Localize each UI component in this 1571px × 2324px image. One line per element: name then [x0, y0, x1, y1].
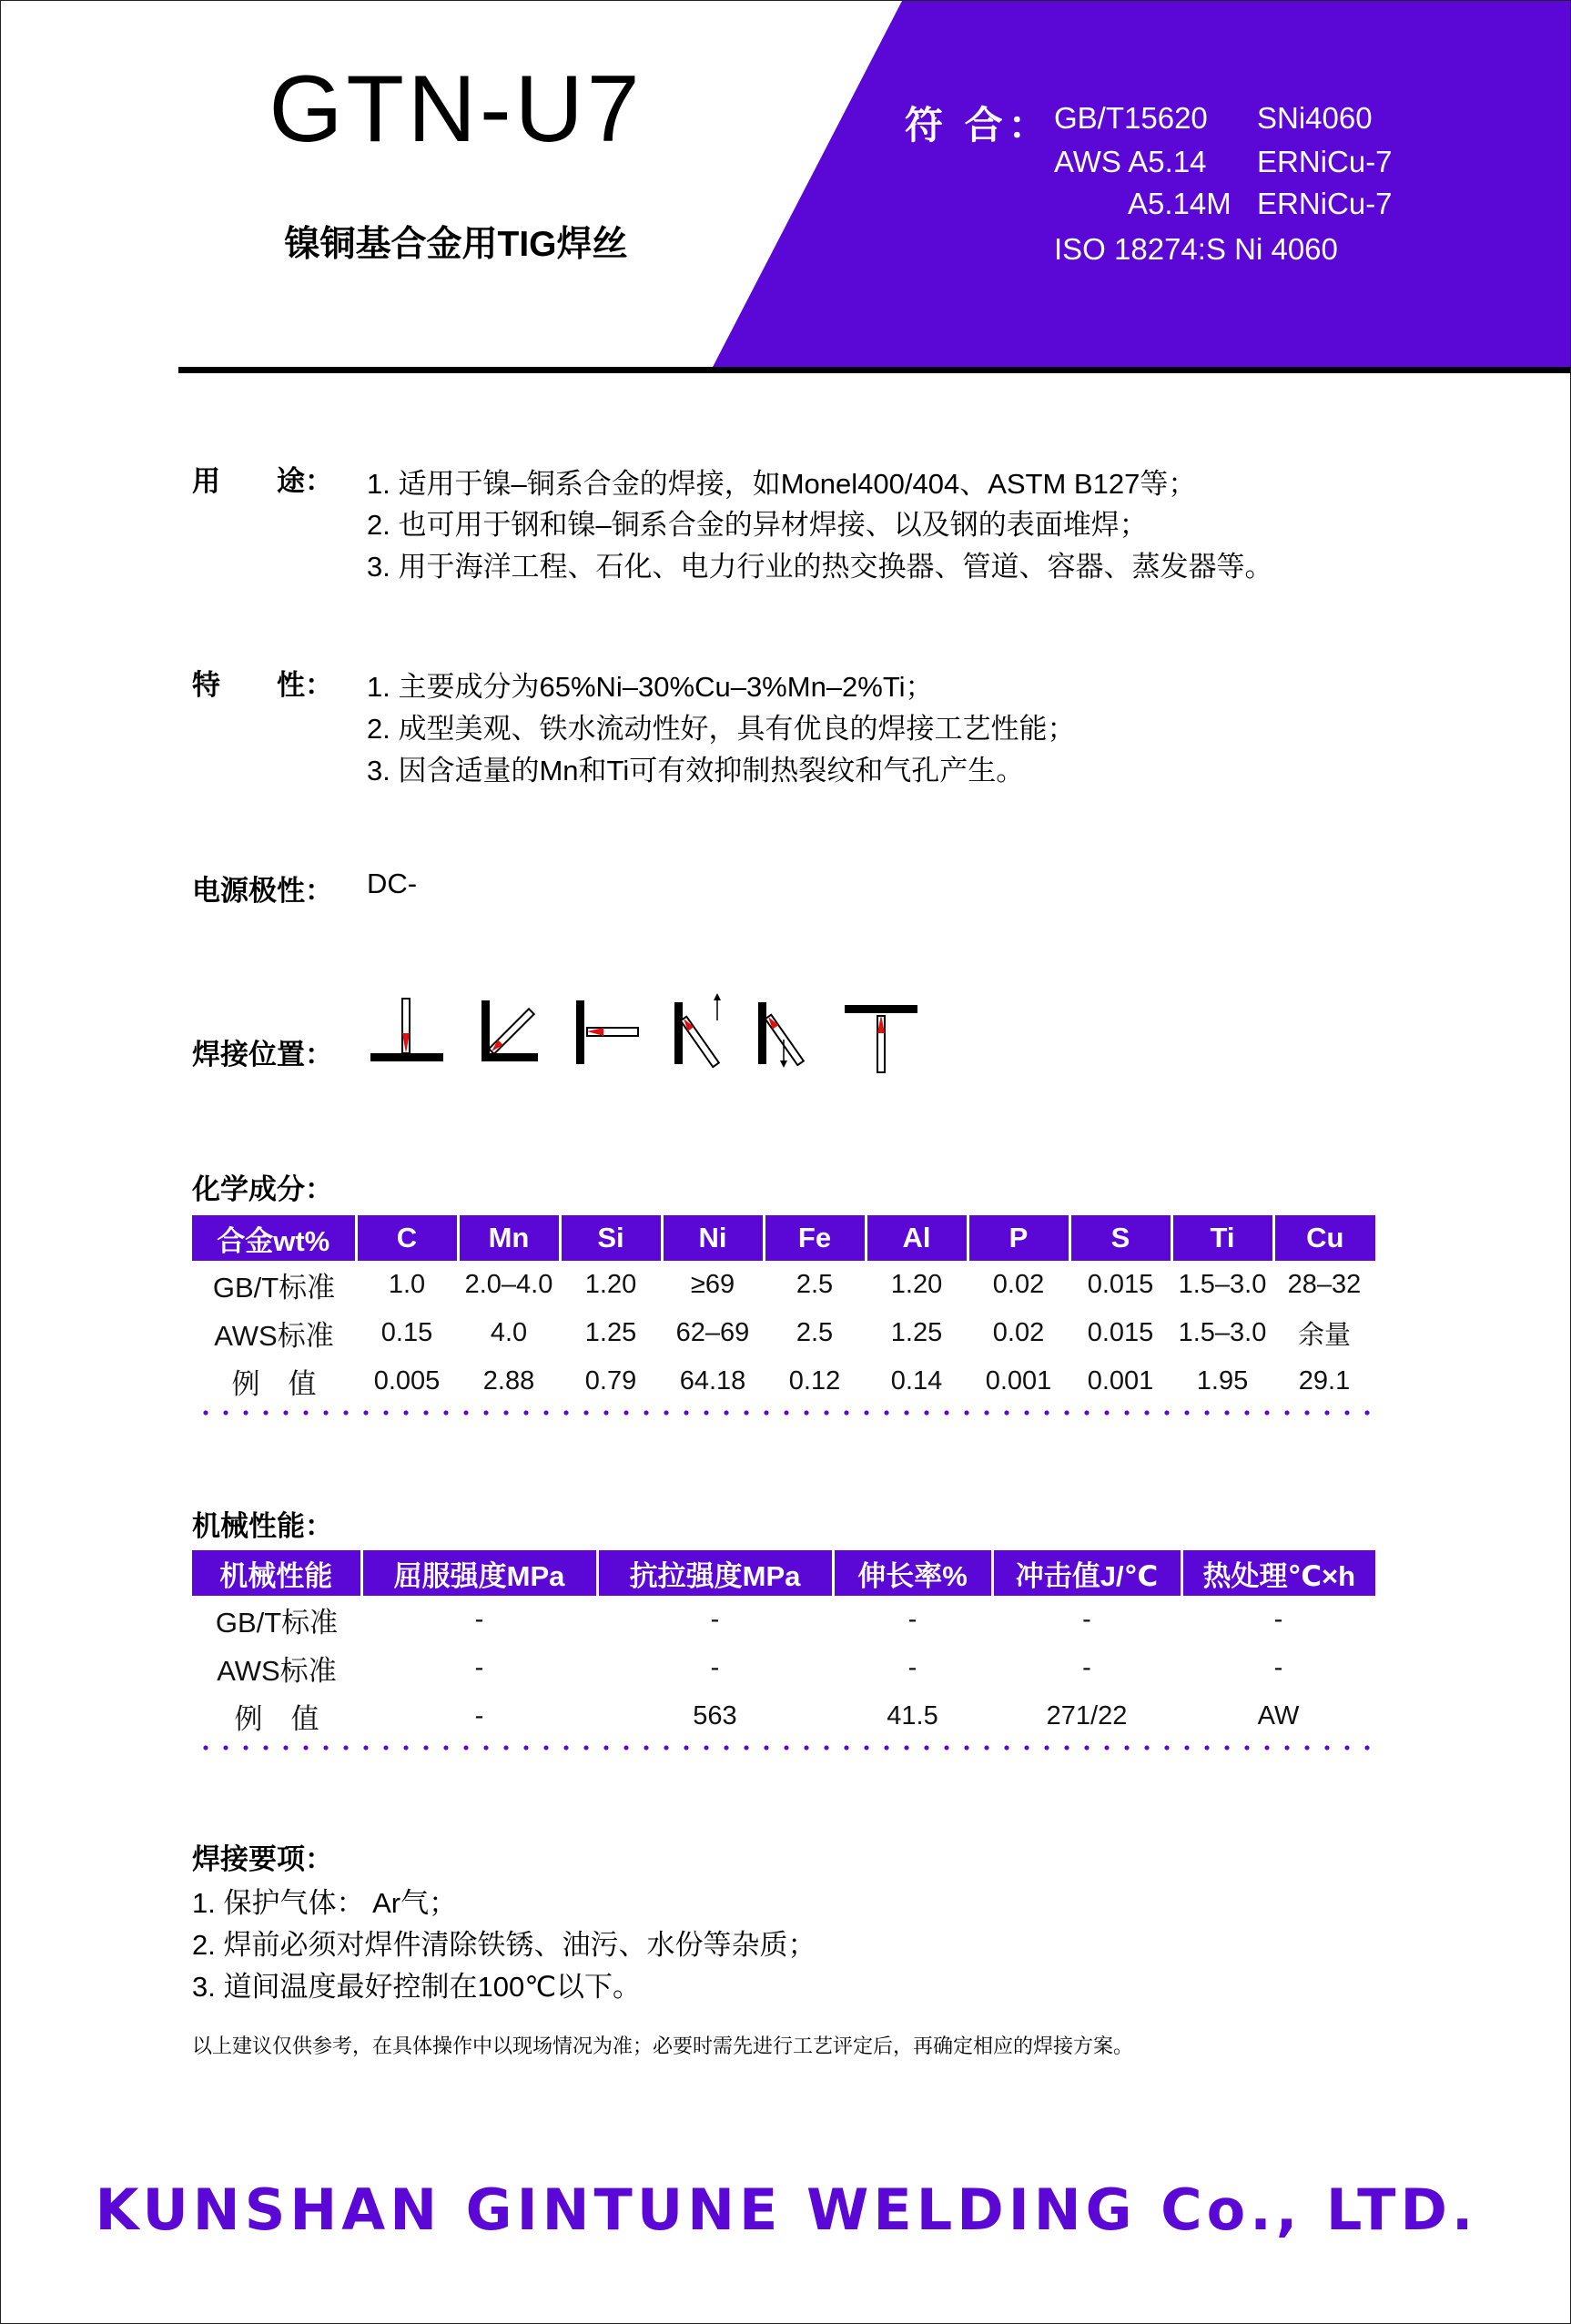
row-label: GB/T标准: [215, 1607, 339, 1639]
welding-position-icons: [365, 989, 929, 1090]
table-cell: -: [1082, 1653, 1091, 1682]
vertical-down-icon: [758, 1002, 804, 1068]
table-cell: 28–32: [1287, 1270, 1362, 1299]
chemistry-table: [192, 1215, 1375, 1406]
row-label: AWS标准: [214, 1320, 334, 1352]
table-cell: -: [474, 1653, 484, 1682]
table-cell: 1.5–3.0: [1178, 1270, 1267, 1299]
table-cell: 0.001: [1087, 1366, 1154, 1395]
table-cell: 1.5–3.0: [1178, 1318, 1267, 1347]
vertical-up-icon: [674, 993, 721, 1067]
col-header-ni: Ni: [662, 1215, 764, 1261]
mechanical-title: 机械性能：: [192, 1510, 333, 1542]
usage-line: 3. 用于海洋工程、石化、电力行业的热交换器、管道、容器、蒸发器等。: [367, 551, 1273, 583]
table-cell: 0.005: [373, 1366, 441, 1395]
table-cell: -: [1082, 1605, 1091, 1634]
col-header-ti: Ti: [1171, 1215, 1273, 1261]
table-cell: 2.5: [796, 1270, 834, 1299]
table-cell: 2.5: [796, 1318, 834, 1347]
disclaimer: 以上建议仅供参考，在具体操作中以现场情况为准；必要时需先进行工艺评定后，再确定相应的焊接方案。: [192, 2035, 1134, 2057]
table-cell: 64.18: [679, 1366, 746, 1395]
polarity-value: DC-: [367, 868, 418, 899]
mechanical-header-row: [192, 1550, 1375, 1596]
chemistry-dotted-rule: [196, 1410, 1370, 1416]
col-header-al: Al: [866, 1215, 968, 1261]
standard-gb: GB/T15620: [1054, 101, 1208, 135]
table-cell: 2.88: [482, 1366, 535, 1395]
mechanical-table: [192, 1550, 1375, 1740]
table-cell: 1.20: [890, 1270, 943, 1299]
table-cell: 0.79: [584, 1366, 637, 1395]
col-header-heat-treatment: 热处理℃×h: [1181, 1550, 1375, 1596]
table-cell: 41.5: [887, 1701, 938, 1730]
usage-line: 2. 也可用于钢和镍–铜系合金的异材焊接、以及钢的表面堆焊；: [367, 509, 1148, 541]
standard-aws: AWS A5.14: [1054, 145, 1207, 178]
header-rule: [178, 367, 1571, 373]
table-cell: -: [474, 1701, 484, 1730]
table-cell: 0.02: [992, 1270, 1045, 1299]
table-cell: 1.95: [1196, 1366, 1249, 1395]
grade-aws-m: ERNiCu-7: [1257, 187, 1393, 220]
features-label: 特 性：: [192, 669, 333, 701]
col-header-c: C: [356, 1215, 458, 1261]
table-cell: 1.25: [890, 1318, 943, 1347]
table-row: [192, 1309, 1375, 1357]
usage-label: 用 途：: [192, 465, 333, 497]
chemistry-header-row: [192, 1215, 1375, 1261]
table-cell: -: [1273, 1605, 1283, 1634]
chemistry-title: 化学成分：: [192, 1173, 333, 1205]
table-row: [192, 1357, 1375, 1406]
col-header-si: Si: [560, 1215, 662, 1261]
table-cell: 0.15: [380, 1318, 433, 1347]
col-header-s: S: [1069, 1215, 1171, 1261]
product-code: GTN-U7: [269, 56, 644, 162]
feature-line: 3. 因含适量的Mn和Ti可有效抑制热裂纹和气孔产生。: [367, 755, 1025, 787]
table-cell: 29.1: [1298, 1366, 1351, 1395]
feature-line: 1. 主要成分为65%Ni–30%Cu–3%Mn–2%Ti；: [367, 671, 934, 703]
col-header-fe: Fe: [764, 1215, 866, 1261]
welding-note-line: 1. 保护气体： Ar气；: [192, 1887, 458, 1919]
product-subtitle: 镍铜基合金用TIG焊丝: [284, 225, 628, 264]
table-row: [192, 1261, 1375, 1309]
col-header-elongation: 伸长率%: [833, 1550, 992, 1596]
table-cell: 0.001: [985, 1366, 1052, 1395]
col-header-yield: 屈服强度MPa: [361, 1550, 597, 1596]
table-cell: -: [710, 1653, 720, 1682]
table-cell: AW: [1257, 1701, 1300, 1730]
table-cell: -: [1273, 1653, 1283, 1682]
table-cell: 0.14: [890, 1366, 943, 1395]
table-cell: -: [907, 1605, 917, 1634]
banner-purple-wedge: [711, 1, 1571, 370]
overhead-icon: [845, 1005, 917, 1072]
table-cell: -: [710, 1605, 720, 1634]
table-cell: 0.015: [1087, 1318, 1154, 1347]
table-cell: 62–69: [675, 1318, 750, 1347]
horizontal-butt-icon: [576, 1000, 638, 1064]
table-row: [192, 1644, 1375, 1692]
welding-notes-title: 焊接要项：: [192, 1843, 333, 1875]
col-header-cu: Cu: [1273, 1215, 1375, 1261]
row-label: 例 值: [231, 1368, 317, 1400]
table-cell: 1.25: [584, 1318, 637, 1347]
table-cell: 余量: [1297, 1321, 1351, 1350]
col-header-mn: Mn: [458, 1215, 560, 1261]
row-label: 例 值: [234, 1703, 319, 1735]
table-cell: 0.02: [992, 1318, 1045, 1347]
table-cell: 0.12: [788, 1366, 841, 1395]
standard-aws-m: A5.14M: [1128, 187, 1231, 220]
conform-label: 符 合：: [905, 104, 1052, 147]
mechanical-dotted-rule: [196, 1745, 1370, 1751]
table-row: [192, 1692, 1375, 1740]
table-cell: -: [907, 1653, 917, 1682]
feature-line: 2. 成型美观、铁水流动性好，具有优良的焊接工艺性能；: [367, 713, 1076, 745]
table-cell: 1.20: [584, 1270, 637, 1299]
row-label: AWS标准: [217, 1655, 337, 1687]
polarity-label: 电源极性：: [192, 875, 333, 907]
usage-line: 1. 适用于镍–铜系合金的焊接，如Monel400/404、ASTM B127等；: [367, 468, 1197, 500]
col-header-p: P: [968, 1215, 1069, 1261]
col-header-alloy: 合金wt%: [192, 1215, 356, 1261]
table-cell: 1.0: [388, 1270, 426, 1299]
welding-note-line: 2. 焊前必须对焊件清除铁锈、油污、水份等杂质；: [192, 1929, 816, 1961]
col-header-impact: 冲击值J/℃: [992, 1550, 1181, 1596]
table-cell: ≥69: [690, 1270, 735, 1299]
row-label: GB/T标准: [212, 1272, 336, 1304]
table-row: [192, 1596, 1375, 1644]
welding-note-line: 3. 道间温度最好控制在100℃以下。: [192, 1971, 642, 2003]
col-header-tensile: 抗拉强度MPa: [597, 1550, 833, 1596]
flat-fillet-icon: [370, 999, 443, 1061]
table-cell: 4.0: [490, 1318, 528, 1347]
table-cell: 271/22: [1046, 1701, 1128, 1730]
standard-iso: ISO 18274:S Ni 4060: [1054, 232, 1338, 266]
col-header-mechanical: 机械性能: [192, 1550, 361, 1596]
table-cell: 0.015: [1087, 1270, 1154, 1299]
table-cell: 2.0–4.0: [464, 1270, 553, 1299]
table-cell: 563: [693, 1701, 737, 1730]
grade-gb: SNi4060: [1257, 101, 1373, 135]
positions-label: 焊接位置：: [192, 1039, 333, 1071]
grade-aws: ERNiCu-7: [1257, 145, 1393, 178]
company-logo: KUNSHAN GINTUNE WELDING Co., LTD.: [95, 2177, 1478, 2243]
table-cell: -: [474, 1605, 484, 1634]
horizontal-fillet-icon: [481, 1000, 538, 1061]
